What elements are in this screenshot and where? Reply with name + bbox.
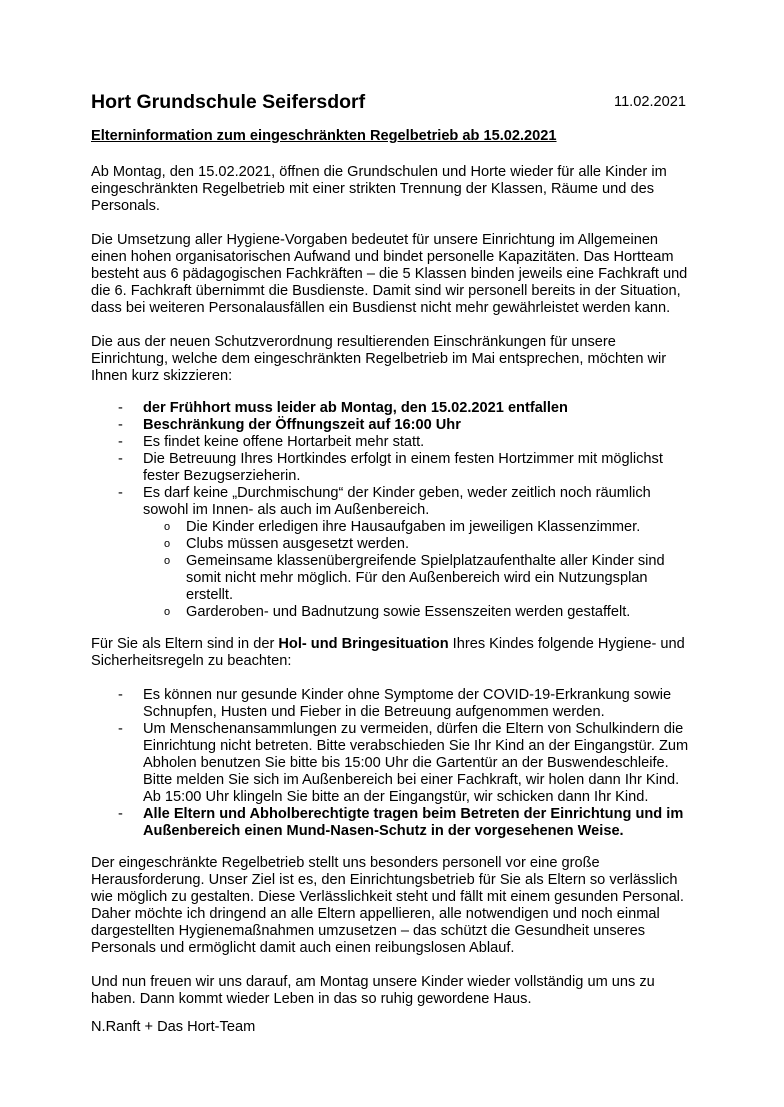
paragraph-line: wie möglich zu gestalten. Diese Verlässlichkeit steht und fällt mit einem gesunden Personal. <box>91 889 684 905</box>
list-item-line: fester Bezugserzieherin. <box>143 468 301 484</box>
list-item-line: sowohl im Innen- als auch im Außenbereich. <box>143 502 430 518</box>
dash-bullet: - <box>118 417 123 433</box>
paragraph-line: Ab Montag, den 15.02.2021, öffnen die Grundschulen und Horte wieder für alle Kinder im <box>91 164 667 180</box>
list-item-line: Gemeinsame klassenübergreifende Spielplatzaufenthalte aller Kinder sind <box>186 553 665 569</box>
paragraph-line: Personals und ermöglicht damit auch einen reibungslosen Ablauf. <box>91 940 515 956</box>
list-item-text <box>143 451 663 485</box>
paragraph-line: Herausforderung. Unser Ziel ist es, den Einrichtungsbetrieb für Sie als Eltern so verlässlich <box>91 872 678 888</box>
list-item-line: Alle Eltern und Abholberechtigte tragen beim Betreten der Einrichtung und im <box>143 806 684 822</box>
list-item-line: Es können nur gesunde Kinder ohne Symptome der COVID-19-Erkrankung sowie <box>143 687 672 703</box>
list-item-text <box>143 687 671 721</box>
list-item-line: Einrichtung nicht betreten. Bitte verabschieden Sie Ihr Kind an der Eingangstür. Zum <box>143 738 689 754</box>
paragraph-line: Und nun freuen wir uns darauf, am Montag unsere Kinder wieder vollständig um uns zu <box>91 974 655 990</box>
list-item-line: der Frühhort muss leider ab Montag, den 15.02.2021 entfallen <box>143 400 568 416</box>
signature: N.Ranft + Das Hort-Team <box>91 1019 256 1035</box>
list-item-line: Beschränkung der Öffnungszeit auf 16:00 Uhr <box>143 417 461 433</box>
dash-bullet: - <box>118 687 123 703</box>
list-item-line: Garderoben- und Badnutzung sowie Essenszeiten werden gestaffelt. <box>186 604 631 620</box>
circle-bullet-icon: o <box>164 538 171 550</box>
document-date: 11.02.2021 <box>614 94 686 110</box>
list-item-text <box>143 417 461 434</box>
dash-bullet: - <box>118 434 123 450</box>
dash-bullet: - <box>118 721 123 737</box>
paragraph-line: Sicherheitsregeln zu beachten: <box>91 653 292 669</box>
list-item-text <box>186 604 630 621</box>
list-item-text <box>143 721 688 806</box>
list-item-line: Die Betreuung Ihres Hortkindes erfolgt in einem festen Hortzimmer mit möglichst <box>143 451 663 467</box>
list-item <box>0 451 784 485</box>
list-item <box>0 687 784 721</box>
sub-list-item <box>0 519 784 536</box>
list-item <box>0 400 784 417</box>
list-item-text <box>186 519 640 536</box>
restrictions-list <box>0 400 784 621</box>
paragraph-line: Für Sie als Eltern sind in der Hol- und Bringesituation Ihres Kindes folgende Hygiene- und <box>91 636 685 652</box>
list-item <box>0 721 784 806</box>
paragraph-intro <box>91 164 731 215</box>
list-item-text <box>143 400 568 417</box>
dash-bullet: - <box>118 400 123 416</box>
list-item-line: Die Kinder erledigen ihre Hausaufgaben im jeweiligen Klassenzimmer. <box>186 519 641 535</box>
paragraph-line: Ihnen kurz skizzieren: <box>91 368 233 384</box>
paragraph-restrictions <box>91 334 731 385</box>
list-item-line: Um Menschenansammlungen zu vermeiden, dürfen die Eltern von Schulkindern die <box>143 721 684 737</box>
paragraph-line: Die aus der neuen Schutzverordnung resultierenden Einschränkungen für unsere <box>91 334 616 350</box>
paragraph-line: eingeschränkten Regelbetrieb mit einer strikten Trennung der Klassen, Räume und des <box>91 181 654 197</box>
list-item-text <box>186 536 409 553</box>
paragraph-appeal <box>91 855 731 957</box>
sub-list-item <box>0 604 784 621</box>
document-header <box>91 90 686 114</box>
paragraph-line: dargestellten Hygienemaßnahmen umzusetzen – das schützt die Gesundheit unseres <box>91 923 646 939</box>
list-item <box>0 434 784 451</box>
list-item-text <box>143 485 651 519</box>
paragraph-pickup <box>91 636 731 670</box>
list-item-text <box>186 553 665 604</box>
paragraph-line: Der eingeschränkte Regelbetrieb stellt uns besonders personell vor eine große <box>91 855 600 871</box>
paragraph-closing <box>91 974 731 1008</box>
dash-bullet: - <box>118 806 123 822</box>
circle-bullet-icon: o <box>164 521 171 533</box>
list-item-line: Es findet keine offene Hortarbeit mehr statt. <box>143 434 425 450</box>
list-item-text <box>143 434 424 451</box>
list-item-text <box>143 806 683 840</box>
circle-bullet-icon: o <box>164 606 171 618</box>
paragraph-line: einen hohen organisatorischen Aufwand und bindet personelle Kapazitäten. Das Hortteam <box>91 249 674 265</box>
document-subject: Elterninformation zum eingeschränkten Regelbetrieb ab 15.02.2021 <box>91 128 557 144</box>
paragraph-line: besteht aus 6 pädagogischen Fachkräften – die 5 Klassen binden jeweils eine Fachkraft und <box>91 266 688 282</box>
sub-list-item <box>0 536 784 553</box>
pickup-rules-list <box>0 687 784 840</box>
emphasis-pickup: Hol- und Bringesituation <box>278 636 449 652</box>
list-item <box>0 485 784 519</box>
dash-bullet: - <box>118 485 123 501</box>
paragraph-line: haben. Dann kommt wieder Leben in das so ruhig gewordene Haus. <box>91 991 532 1007</box>
list-item-line: Bitte melden Sie sich im Außenbereich bei einer Fachkraft, wir holen dann Ihr Kind. <box>143 772 680 788</box>
list-item-line: Abholen benutzen Sie bitte bis 15:00 Uhr die Gartentür an der Buswendeschleife. <box>143 755 669 771</box>
list-item-line: Clubs müssen ausgesetzt werden. <box>186 536 410 552</box>
school-name: Hort Grundschule Seifersdorf <box>91 91 366 113</box>
list-item-line: somit nicht mehr möglich. Für den Außenbereich wird ein Nutzungsplan <box>186 570 648 586</box>
list-item-line: erstellt. <box>186 587 234 603</box>
paragraph-line: Einrichtung, welche dem eingeschränkten Regelbetrieb im Mai entsprechen, möchten wir <box>91 351 667 367</box>
paragraph-line: Daher möchte ich dringend an alle Eltern appellieren, alle notwendigen und noch einmal <box>91 906 660 922</box>
list-item <box>0 417 784 434</box>
paragraph-line: Personals. <box>91 198 160 214</box>
circle-bullet-icon: o <box>164 555 171 567</box>
sub-list-item <box>0 553 784 604</box>
list-item <box>0 806 784 840</box>
dash-bullet: - <box>118 451 123 467</box>
list-item-line: Ab 15:00 Uhr klingeln Sie bitte an der Eingangstür, wir schicken dann Ihr Kind. <box>143 789 649 805</box>
paragraph-line: dass bei weiteren Personalausfällen ein Busdienst nicht mehr gewährleistet werden kann. <box>91 300 671 316</box>
paragraph-line: die 6. Fachkraft übernimmt die Busdienste. Damit sind wir personell bereits in der Situation, <box>91 283 681 299</box>
paragraph-hygiene <box>91 232 731 317</box>
list-item-line: Außenbereich einen Mund-Nasen-Schutz in der vorgesehenen Weise. <box>143 823 624 839</box>
list-item-line: Es darf keine „Durchmischung“ der Kinder geben, weder zeitlich noch räumlich <box>143 485 651 501</box>
list-item-line: Schnupfen, Husten und Fieber in die Betreuung aufgenommen werden. <box>143 704 605 720</box>
paragraph-line: Die Umsetzung aller Hygiene-Vorgaben bedeutet für unsere Einrichtung im Allgemeinen <box>91 232 659 248</box>
